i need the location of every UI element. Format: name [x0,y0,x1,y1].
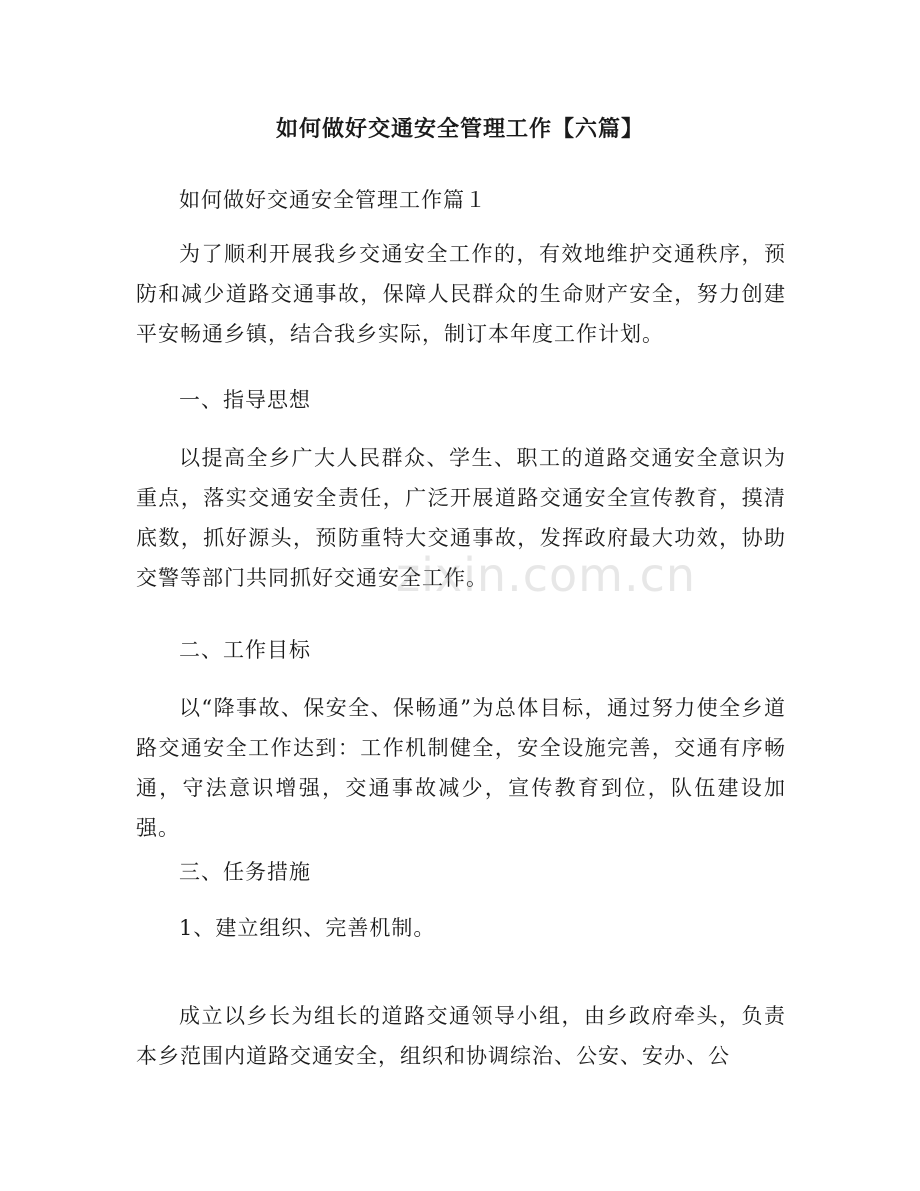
paragraph-organization: 成立以乡长为组长的道路交通领导小组，由乡政府牵头，负责本乡范围内道路交通安全，组织和协调综治、公安、安办、公 [136,1004,786,1068]
subheading-organization: 1、建立组织、完善机制。 [179,916,436,940]
section-heading: 如何做好交通安全管理工作篇１ [179,188,487,212]
heading-guiding-ideology: 一、指导思想 [179,388,311,412]
heading-work-goals: 二、工作目标 [179,638,311,662]
paragraph-intro: 为了顺利开展我乡交通安全工作的，有效地维护交通秩序，预防和减少道路交通事故，保障人民群众的生命财产安全，努力创建平安畅通乡镇，结合我乡实际，制订本年度工作计划。 [136,242,786,346]
watermark: zixin.com.cn [396,548,697,602]
paragraph-guiding-ideology: 以提高全乡广大人民群众、学生、职工的道路交通安全意识为重点，落实交通安全责任，广泛开展道路交通安全宣传教育，摸清底数，抓好源头，预防重特大交通事故，发挥政府最大功效，协助交警等部门共同抓好交通安全工作。 [136,446,786,590]
document-title: 如何做好交通安全管理工作【六篇】 [275,117,644,142]
paragraph-work-goals: 以“降事故、保安全、保畅通”为总体目标，通过努力使全乡道路交通安全工作达到：工作机制健全，安全设施完善，交通有序畅通，守法意识增强，交通事故减少，宣传教育到位，队伍建设加强。 [136,696,786,840]
heading-task-measures: 三、任务措施 [179,860,311,884]
